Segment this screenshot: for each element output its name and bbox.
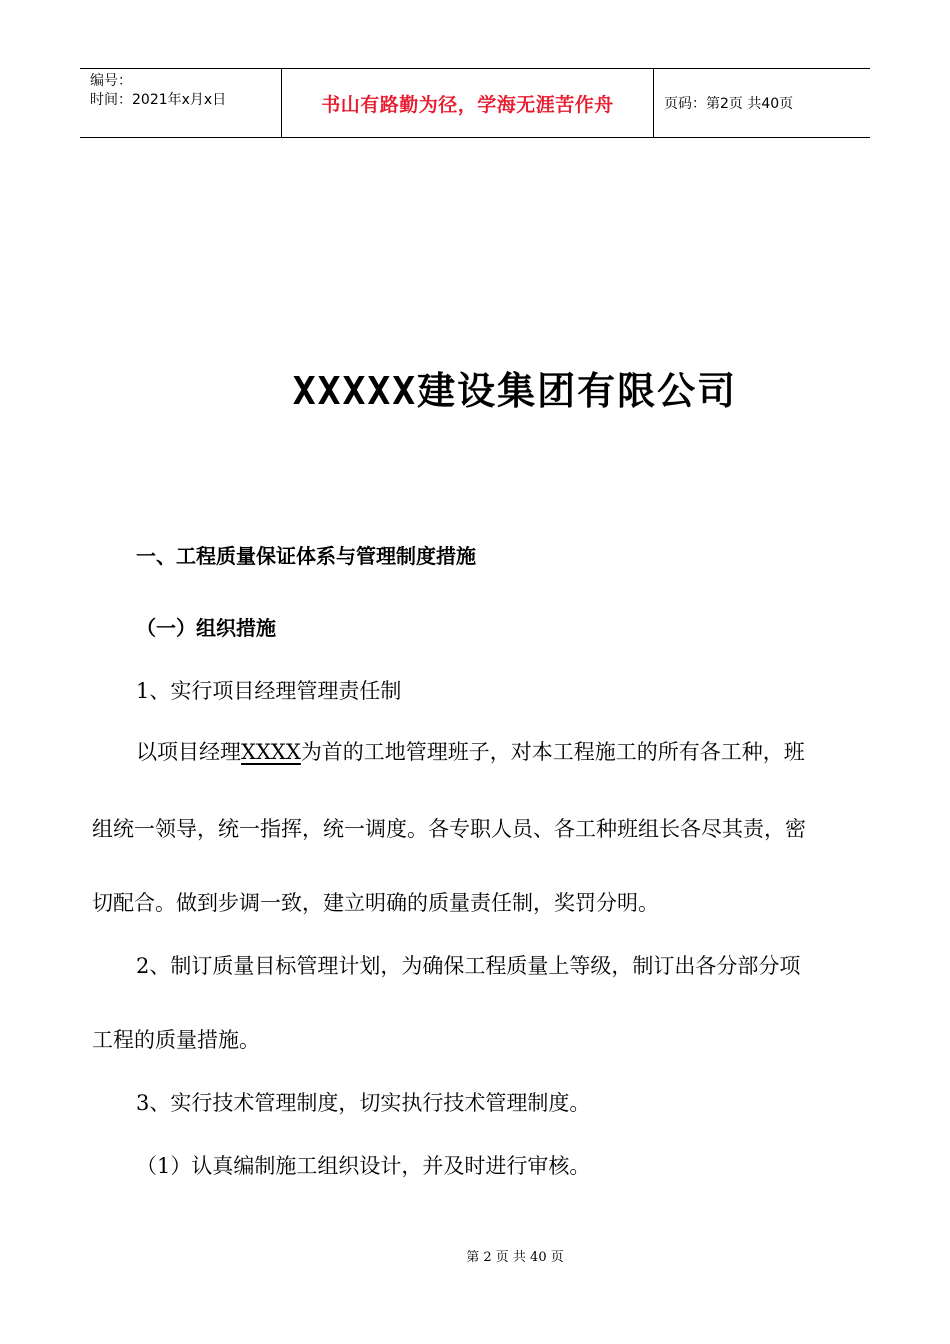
para1-suffix: 为首的工地管理班子，对本工程施工的所有各工种，班 xyxy=(300,740,805,764)
header-meta-cell xyxy=(80,69,282,137)
item-3-sub-1: （1）认真编制施工组织设计，并及时进行审核。 xyxy=(136,1154,591,1178)
item-2-line-2: 工程的质量措施。 xyxy=(92,1028,260,1052)
paragraph-1-line-3: 切配合。做到步调一致，建立明确的质量责任制，奖罚分明。 xyxy=(92,891,659,915)
header-table xyxy=(80,68,870,138)
item-2-line-1: 2、制订质量目标管理计划，为确保工程质量上等级，制订出各分部分项 xyxy=(136,954,801,978)
item-3: 3、实行技术管理制度，切实执行技术管理制度。 xyxy=(136,1091,591,1115)
number-label: 编号： xyxy=(90,73,132,89)
item-1: 1、实行项目经理管理责任制 xyxy=(136,679,402,703)
page-footer: 第 2 页 共 40 页 xyxy=(466,1250,564,1265)
para1-prefix: 以项目经理 xyxy=(136,740,241,764)
section-heading: 一、工程质量保证体系与管理制度措施 xyxy=(136,544,476,568)
manager-name: XXXX xyxy=(241,740,301,764)
company-title: XXXXX建设集团有限公司 xyxy=(292,369,738,413)
paragraph-1-line-2: 组统一领导，统一指挥，统一调度。各专职人员、各工种班组长各尽其责，密 xyxy=(92,817,806,841)
header-motto: 书山有路勤为径，学海无涯苦作舟 xyxy=(282,69,654,137)
paragraph-1-line-1 xyxy=(136,738,805,766)
header-page-info: 页码：第2页 共40页 xyxy=(664,96,794,112)
time-label: 时间：2021年x月x日 xyxy=(90,92,227,108)
subsection-heading: （一）组织措施 xyxy=(136,616,276,640)
